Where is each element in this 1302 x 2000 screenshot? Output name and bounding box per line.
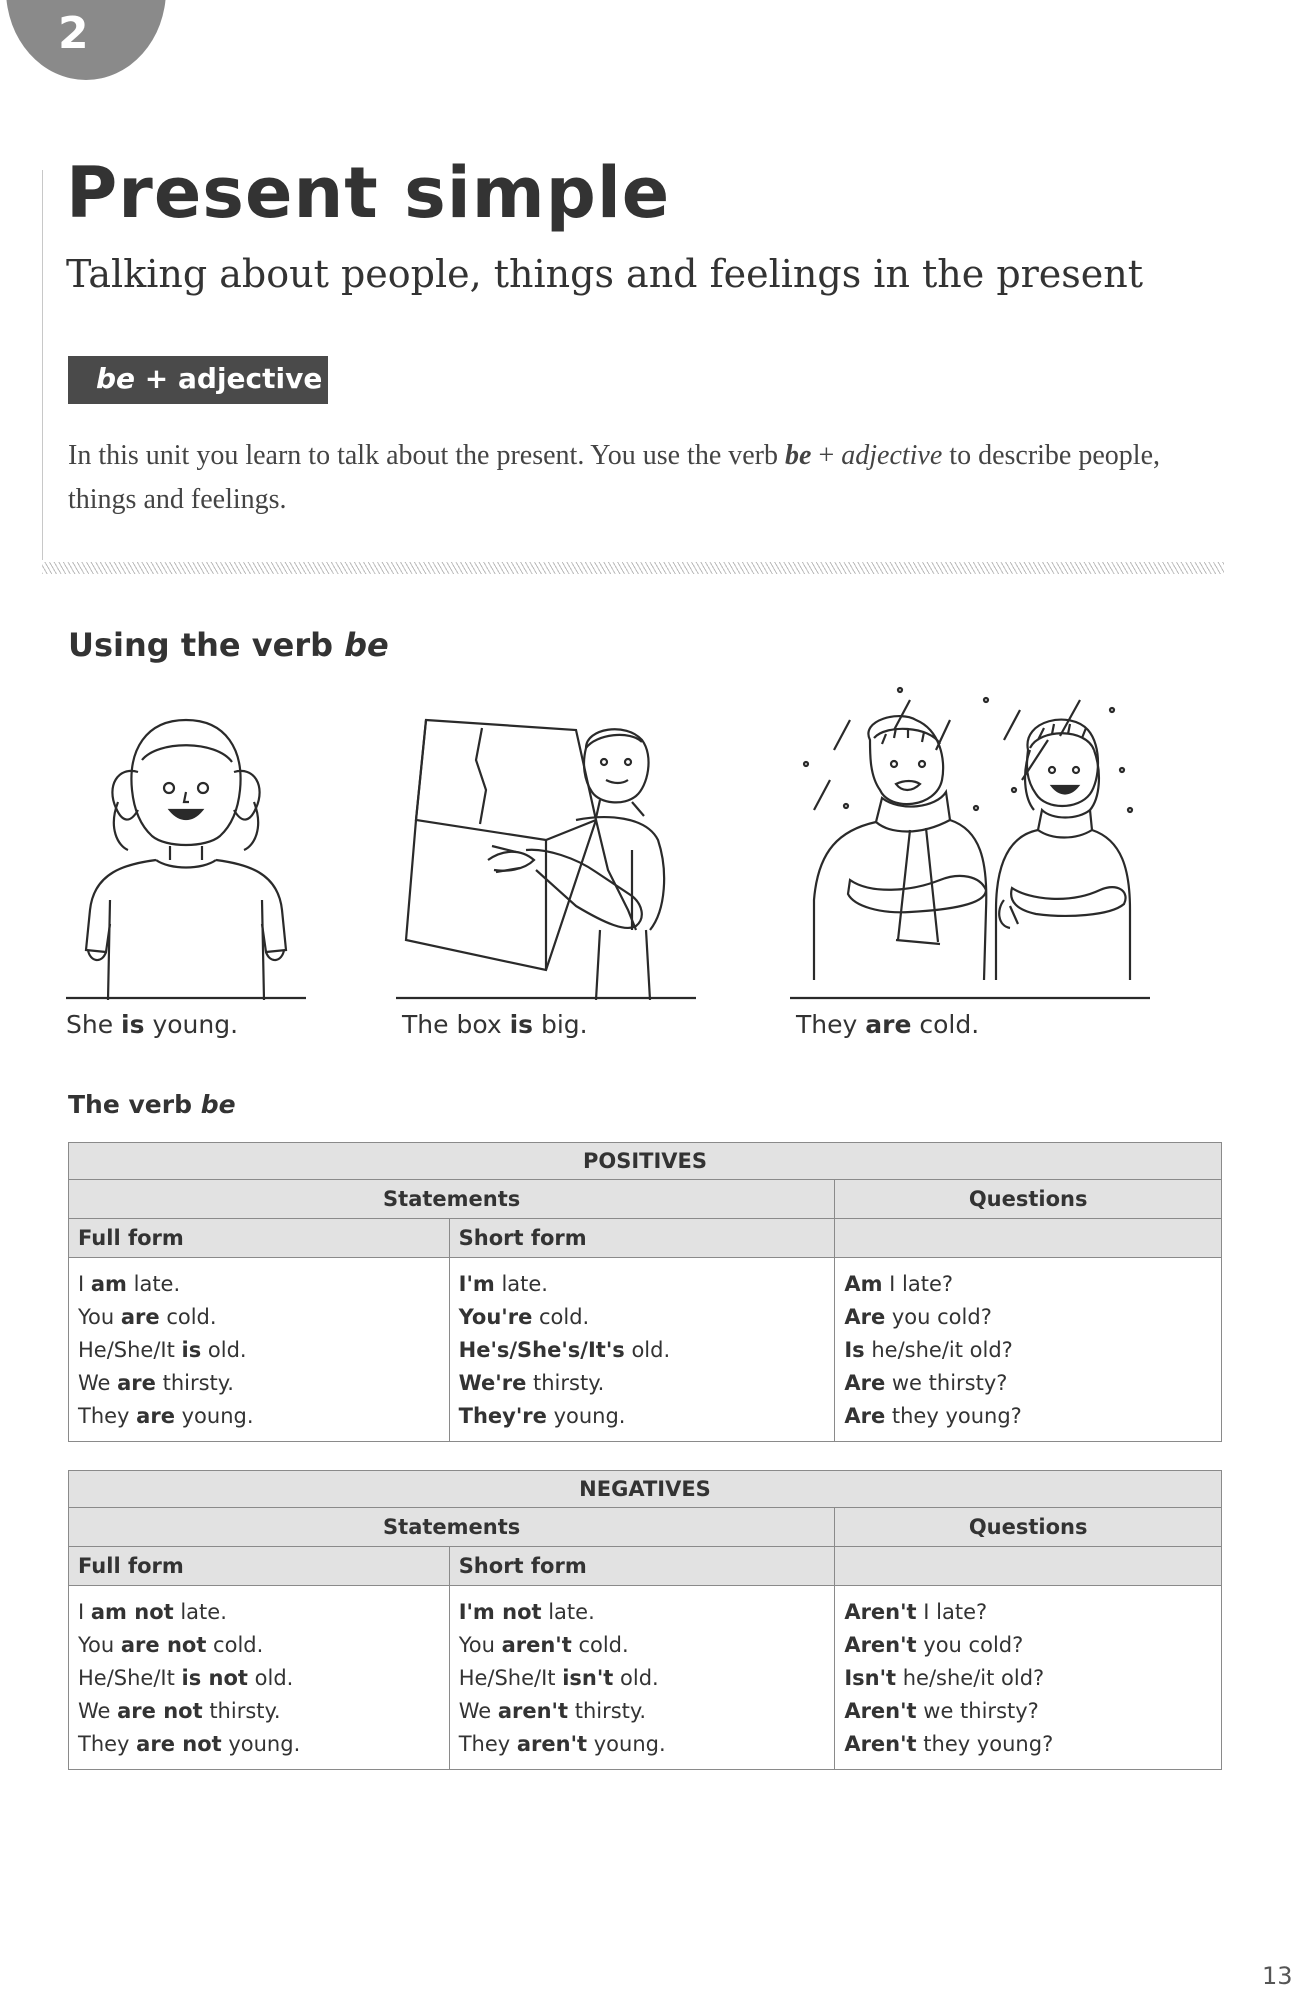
positives-questions-header: Questions: [835, 1180, 1222, 1219]
caption-1-verb: is: [121, 1010, 145, 1039]
table-row-text: You aren't cold.: [458, 1633, 629, 1657]
tag-rest: + adjective: [135, 362, 323, 395]
girl-illustration: [66, 700, 306, 1000]
negatives-full-form-cell: [69, 1586, 450, 1770]
page-number: 13: [1262, 1962, 1293, 1990]
page-title: Present simple: [66, 152, 671, 234]
page-subtitle: Talking about people, things and feelings in the present: [66, 252, 1144, 296]
two-people-cold-illustration: [790, 680, 1150, 1000]
table-row-text: I am not late.: [78, 1600, 227, 1624]
caption-2-post: big.: [533, 1010, 588, 1039]
table-row-text: Are they young?: [844, 1404, 1022, 1428]
topic-tag: [68, 356, 328, 404]
intro-paragraph: [68, 434, 1188, 522]
tag-be: be: [96, 362, 136, 395]
intro-plus: +: [811, 440, 842, 471]
table-row-text: I'm not late.: [458, 1600, 595, 1624]
negatives-title: NEGATIVES: [69, 1471, 1222, 1508]
table-row-text: Aren't they young?: [844, 1732, 1054, 1756]
caption-box-is-big: [402, 1010, 588, 1039]
table-row-text: We aren't thirsty.: [458, 1699, 647, 1723]
table-row-text: We're thirsty.: [458, 1371, 605, 1395]
section-divider: [42, 562, 1224, 574]
negatives-questions-cell: [835, 1586, 1222, 1770]
table-row-text: You are not cold.: [78, 1633, 264, 1657]
table-row-text: I am late.: [78, 1272, 181, 1296]
negatives-empty-header: [835, 1547, 1222, 1586]
table-row-text: Am I late?: [844, 1272, 954, 1296]
intro-adjective: adjective: [841, 440, 943, 471]
table-row-text: He/She/It is old.: [78, 1338, 247, 1362]
negatives-statements-header: Statements: [69, 1508, 835, 1547]
intro-be: be: [785, 440, 812, 471]
table-row-text: Aren't you cold?: [844, 1633, 1024, 1657]
positives-short-form-cell: [449, 1258, 835, 1442]
caption-they-are-cold: [796, 1010, 979, 1039]
table-row-text: They aren't young.: [458, 1732, 666, 1756]
table-row-text: I'm late.: [458, 1272, 548, 1296]
positives-short-form-header: Short form: [449, 1219, 835, 1258]
table-row-text: Are you cold?: [844, 1305, 992, 1329]
table-row-text: Are we thirsty?: [844, 1371, 1008, 1395]
positives-full-form-cell: [69, 1258, 450, 1442]
caption-3-pre: They: [796, 1010, 866, 1039]
caption-3-verb: are: [865, 1010, 912, 1039]
positives-title: POSITIVES: [69, 1143, 1222, 1180]
table-row-text: He/She/It is not old.: [78, 1666, 294, 1690]
section-heading-text: Using the verb: [68, 626, 345, 664]
table-row-text: We are thirsty.: [78, 1371, 234, 1395]
table-row-text: We are not thirsty.: [78, 1699, 281, 1723]
negatives-short-form-cell: [449, 1586, 835, 1770]
caption-2-pre: The box: [402, 1010, 510, 1039]
table-row-text: They're young.: [458, 1404, 626, 1428]
positives-empty-header: [835, 1219, 1222, 1258]
negatives-questions-header: Questions: [835, 1508, 1222, 1547]
positives-table: [68, 1142, 1222, 1442]
positives-questions-cell: [835, 1258, 1222, 1442]
caption-3-post: cold.: [911, 1010, 980, 1039]
caption-2-verb: is: [509, 1010, 534, 1039]
negatives-table: [68, 1470, 1222, 1770]
subsection-heading: [68, 1090, 236, 1119]
table-row-text: He/She/It isn't old.: [458, 1666, 659, 1690]
caption-she-is-young: [66, 1010, 238, 1039]
intro-text-2: to describe people, things and feelings.: [68, 440, 1160, 515]
table-row-text: Isn't he/she/it old?: [844, 1666, 1045, 1690]
table-row-text: He's/She's/It's old.: [458, 1338, 671, 1362]
margin-rule: [42, 170, 43, 560]
negatives-full-form-header: Full form: [69, 1547, 450, 1586]
intro-text-1: In this unit you learn to talk about the present. You use the verb: [68, 440, 785, 471]
caption-1-pre: She: [66, 1010, 122, 1039]
subsection-heading-verb: be: [200, 1090, 236, 1119]
caption-1-post: young.: [144, 1010, 239, 1039]
positives-statements-header: Statements: [69, 1180, 835, 1219]
unit-number: 2: [58, 8, 89, 59]
table-row-text: You're cold.: [458, 1305, 590, 1329]
man-carrying-box-illustration: [396, 700, 696, 1000]
section-heading: [68, 626, 389, 664]
table-row-text: Is he/she/it old?: [844, 1338, 1013, 1362]
table-row-text: They are young.: [78, 1404, 254, 1428]
table-row-text: You are cold.: [78, 1305, 217, 1329]
positives-full-form-header: Full form: [69, 1219, 450, 1258]
subsection-heading-text: The verb: [68, 1090, 201, 1119]
section-heading-verb: be: [344, 626, 389, 664]
table-row-text: They are not young.: [78, 1732, 301, 1756]
negatives-short-form-header: Short form: [449, 1547, 835, 1586]
table-row-text: Aren't I late?: [844, 1600, 988, 1624]
table-row-text: Aren't we thirsty?: [844, 1699, 1039, 1723]
